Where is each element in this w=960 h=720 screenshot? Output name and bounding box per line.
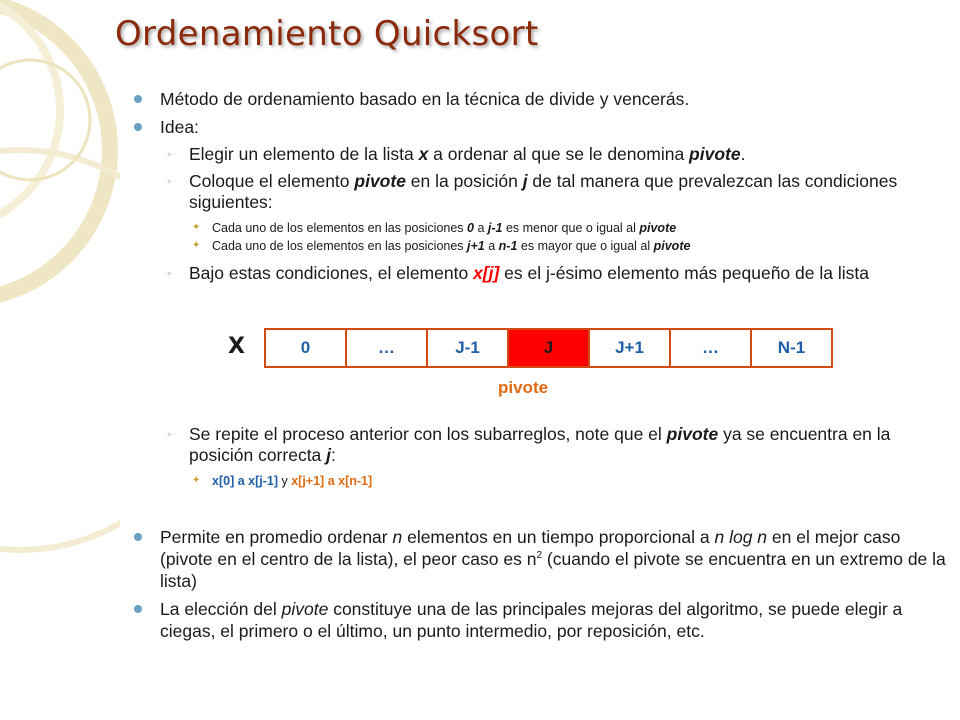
array-cell: J+1	[589, 329, 670, 367]
array-cell: J-1	[427, 329, 508, 367]
diamond-bullet-icon: ✦	[192, 475, 201, 486]
array-cell-pivot: J	[508, 329, 589, 367]
page-title: Ordenamiento Quicksort	[115, 14, 539, 54]
diamond-bullet-icon: ✦	[192, 240, 201, 251]
pivot-label: pivote	[498, 378, 549, 397]
bullet-complexity: Permite en promedio ordenar n elementos en un tiempo proporcional a n log n en el mejor caso (pivote en el centro de la lista), el peor caso es $n^2$ (cuando el pivote se encuentra en un extremo de la lista)	[130, 526, 950, 592]
array-cells	[264, 328, 833, 368]
decorative-circles	[0, 0, 120, 720]
condition-right: ✦ Cada uno de los elementos en las posiciones j+1 a n-1 es mayor que o igual al pivote	[192, 239, 691, 253]
array-cell: …	[670, 329, 751, 367]
bullet-dot-icon	[134, 533, 142, 541]
diamond-bullet-icon: ✦	[192, 222, 201, 233]
subbullet-ring-icon: ◦	[167, 174, 172, 188]
bullet-dot-icon	[134, 95, 142, 103]
subbullet-ring-icon: ◦	[167, 427, 172, 441]
slide-content	[130, 88, 950, 648]
bullet-method: Método de ordenamiento basado en la técnica de divide y vencerás.	[130, 88, 950, 110]
bullet-dot-icon	[134, 123, 142, 131]
array-cell: 0	[265, 329, 346, 367]
bullet-dot-icon	[134, 605, 142, 613]
array-label: X	[228, 334, 245, 359]
subbullet-choose: ◦ Elegir un elemento de la lista x a ordenar al que se le denomina pivote.	[167, 144, 746, 164]
subbullet-ring-icon: ◦	[167, 147, 172, 161]
subbullet-repeat: ◦ Se repite el proceso anterior con los subarreglos, note que el pivote ya se encuentra en la posición correcta j:	[167, 424, 891, 465]
array-cell: N-1	[751, 329, 832, 367]
subbullet-xj: ◦ Bajo estas condiciones, el elemento x[j] es el j-ésimo elemento más pequeño de la lista	[167, 263, 869, 283]
bullet-idea: Idea:	[130, 116, 950, 138]
subbullet-ring-icon: ◦	[167, 266, 172, 280]
subbullet-place-pivot: ◦ Coloque el elemento pivote en la posición j de tal manera que prevalezcan las condiciones siguientes:	[167, 171, 898, 212]
subarrays: ✦ x[0] a x[j-1] y x[j+1] a x[n-1]	[192, 474, 373, 488]
array-diagram	[130, 324, 950, 424]
array-cell: …	[346, 329, 427, 367]
bullet-pivot-choice: La elección del pivote constituye una de las principales mejoras del algoritmo, se puede elegir a ciegas, el primero o el último, un punto intermedio, por reposición, etc.	[130, 598, 950, 642]
condition-left: ✦ Cada uno de los elementos en las posiciones 0 a j-1 es menor que o igual al pivote	[192, 221, 677, 235]
